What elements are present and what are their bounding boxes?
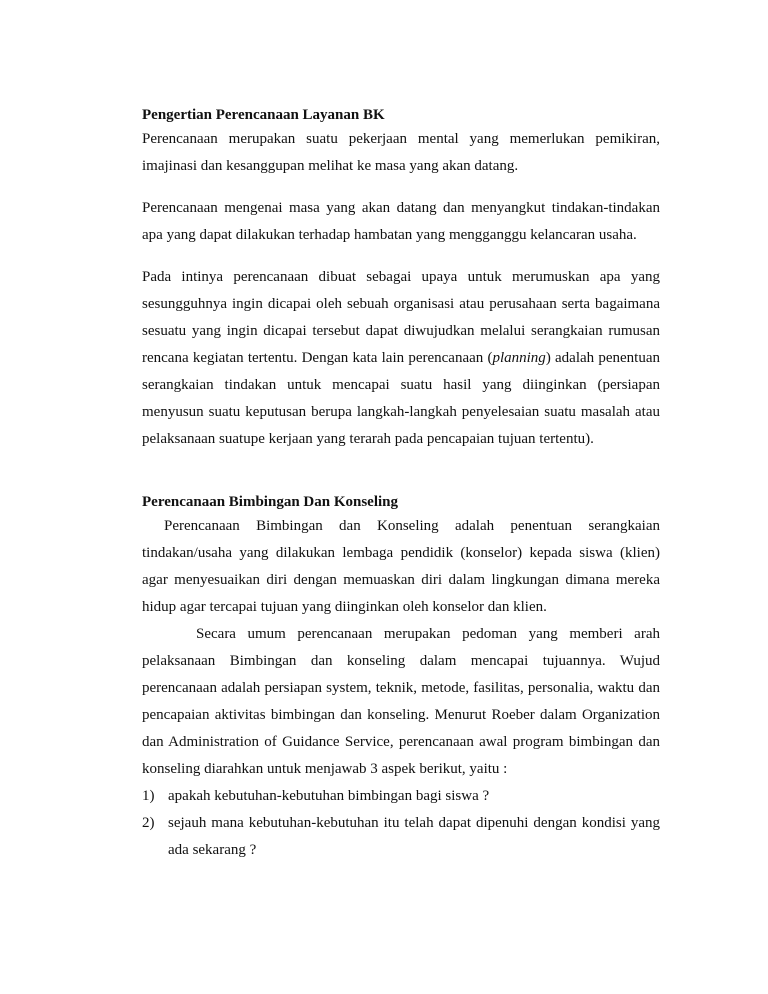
list-item-text: sejauh mana kebutuhan-kebutuhan itu telah dapat dipenuhi dengan kondisi yang ada sekarang ? — [168, 815, 660, 858]
paragraph — [142, 264, 660, 453]
paragraph-text: Pada intinya perencanaan dibuat sebagai upaya untuk merumuskan apa yang sesungguhnya ingin dicapai oleh sebuah organisasi atau perusahaan serta bagaimana sesuatu yang ingin dicapai tersebut dapat diwujudkan melalui serangkaian rumusan rencana kegiatan tertentu. Dengan kata lain perencanaan ( — [142, 269, 660, 366]
document-body — [142, 104, 660, 864]
list-item-text: apakah kebutuhan-kebutuhan bimbingan bagi siswa ? — [168, 788, 490, 804]
paragraph: Perencanaan Bimbingan dan Konseling adalah penentuan serangkaian tindakan/usaha yang dilakukan lembaga pendidik (konselor) kepada siswa (klien) agar menyesuaikan diri dengan memuaskan diri dalam lingkungan dimana mereka hidup agar tercapai tujuan yang diinginkan oleh konselor dan klien. — [142, 518, 660, 615]
italic-term: planning — [492, 350, 546, 366]
list-item — [142, 783, 660, 810]
list-number: 2) — [142, 815, 155, 831]
paragraph: Secara umum perencanaan merupakan pedoman yang memberi arah pelaksanaan Bimbingan dan konseling dalam mencapai tujuannya. Wujud perencanaan adalah persiapan system, teknik, metode, fasilitas, personalia, waktu dan pencapaian aktivitas bimbingan dan konseling. Menurut Roeber dalam Organization dan Administration of Guidance Service, perencanaan awal program bimbingan dan konseling diarahkan untuk menjawab 3 aspek berikut, yaitu : — [142, 626, 660, 777]
list-item — [142, 810, 660, 864]
section-heading-pengertian: Pengertian Perencanaan Layanan BK — [142, 107, 385, 123]
paragraph: Perencanaan mengenai masa yang akan datang dan menyangkut tindakan-tindakan apa yang dapat dilakukan terhadap hambatan yang mengganggu kelancaran usaha. — [142, 200, 660, 243]
section-heading-perencanaan-bk: Perencanaan Bimbingan Dan Konseling — [142, 494, 399, 510]
paragraph: Perencanaan merupakan suatu pekerjaan mental yang memerlukan pemikiran, imajinasi dan kesanggupan melihat ke masa yang akan datang. — [142, 131, 660, 174]
list-number: 1) — [142, 788, 155, 804]
paragraph-text: ) adalah penentuan serangkaian tindakan untuk mencapai suatu hasil yang diinginkan (persiapan menyusun suatu keputusan berupa langkah-langkah penyelesaian suatu masalah atau pelaksanaan suatupe kerjaan yang terarah pada pencapaian tujuan tertentu). — [142, 350, 660, 447]
aspect-list — [142, 783, 660, 864]
